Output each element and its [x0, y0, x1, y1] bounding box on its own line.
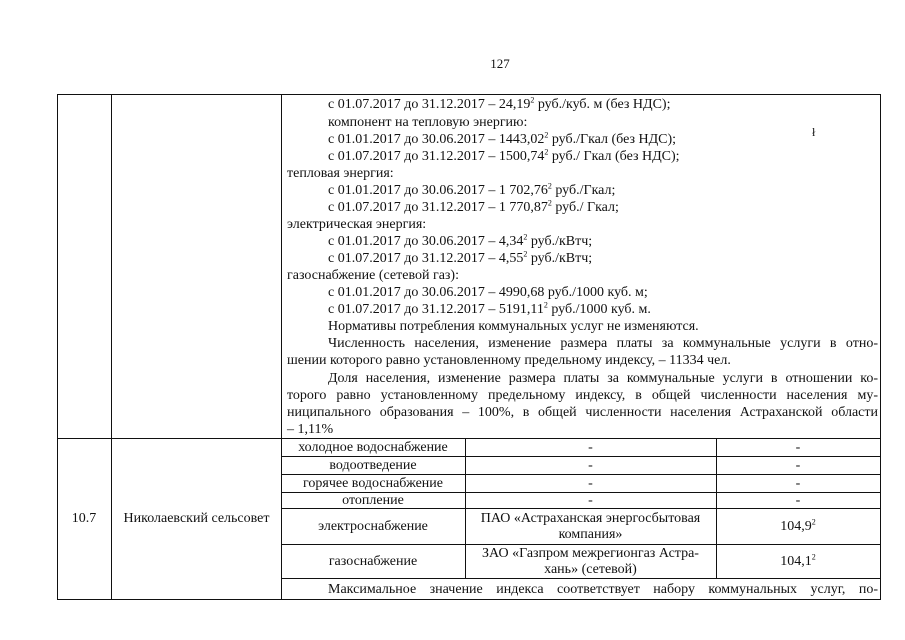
service-name: холодное водоснабжение: [298, 440, 448, 455]
index-value: -: [795, 476, 801, 491]
tariff-line: с 01.01.2017 до 30.06.2017 – 4,34$^2$ руб./кВтч;: [328, 232, 593, 249]
municipality-name: Николаевский сельсовет: [123, 511, 270, 526]
tariff-line: с 01.01.2017 до 30.06.2017 – 1443,02$^2$ руб./Гкал (без НДС);: [328, 130, 677, 147]
index-value: 104,1$^2$: [780, 552, 816, 569]
provider-name: -: [588, 476, 593, 491]
tariff-line: компонент на тепловую энергию:: [328, 115, 528, 130]
service-name: горячее водоснабжение: [303, 476, 443, 491]
page-number: 127: [490, 56, 510, 71]
population-paragraph-line: Численность населения, изменение размера платы за коммунальные услуги в отно-: [328, 336, 878, 351]
handwritten-mark: ł: [812, 125, 816, 139]
bottom-paragraph-line: Максимальное значение индекса соответствует набору коммунальных услуг, по-: [328, 582, 878, 597]
population-paragraph-line: шении которого равно установленному предельному индексу, – 11334 чел.: [287, 353, 731, 368]
service-name: газоснабжение: [328, 554, 418, 569]
row-number: 10.7: [71, 511, 97, 526]
tariff-line: с 01.01.2017 до 30.06.2017 – 1 702,76$^2$ руб./Гкал;: [328, 181, 616, 198]
index-value: -: [795, 493, 801, 508]
share-paragraph-line: ниципального образования – 100%, в общей численности населения Астраханской области: [287, 405, 878, 420]
share-paragraph-line: – 1,11%: [287, 422, 334, 437]
tariff-line: с 01.07.2017 до 31.12.2017 – 24,19$^2$ руб./куб. м (без НДС);: [328, 95, 671, 112]
tariff-line: с 01.07.2017 до 31.12.2017 – 1500,74$^2$ руб./ Гкал (без НДС);: [328, 147, 680, 164]
service-name: электроснабжение: [318, 519, 428, 534]
provider-name: -: [588, 440, 593, 455]
index-value: 104,9$^2$: [780, 517, 816, 534]
tariff-line: с 01.07.2017 до 31.12.2017 – 1 770,87$^2$ руб./ Гкал;: [328, 198, 619, 215]
provider-name: ЗАО «Газпром межрегионгаз Астра-хань» (сетевой): [482, 546, 699, 577]
provider-name: -: [588, 493, 593, 508]
tariff-line: с 01.01.2017 до 30.06.2017 – 4990,68 руб./1000 куб. м;: [328, 285, 648, 300]
tariff-line: газоснабжение (сетевой газ):: [287, 268, 459, 283]
share-paragraph-line: торого равно установленному предельному индексу, в общей численности населения му-: [287, 388, 878, 403]
service-name: отопление: [342, 493, 404, 508]
service-name: водоотведение: [329, 458, 417, 473]
tariff-line: с 01.07.2017 до 31.12.2017 – 5191,11$^2$ руб./1000 куб. м.: [328, 300, 651, 317]
provider-name: -: [588, 458, 593, 473]
tariff-line: Нормативы потребления коммунальных услуг не изменяются.: [328, 319, 699, 334]
index-value: -: [795, 458, 801, 473]
tariff-line: тепловая энергия:: [287, 166, 394, 181]
tariff-line: с 01.07.2017 до 31.12.2017 – 4,55$^2$ руб./кВтч;: [328, 249, 593, 266]
tariff-line: электрическая энергия:: [287, 217, 427, 232]
share-paragraph-line: Доля населения, изменение размера платы за коммунальные услуги в отношении ко-: [328, 371, 878, 386]
provider-name: ПАО «Астраханская энергосбытовая компания»: [480, 511, 701, 542]
index-value: -: [795, 440, 801, 455]
